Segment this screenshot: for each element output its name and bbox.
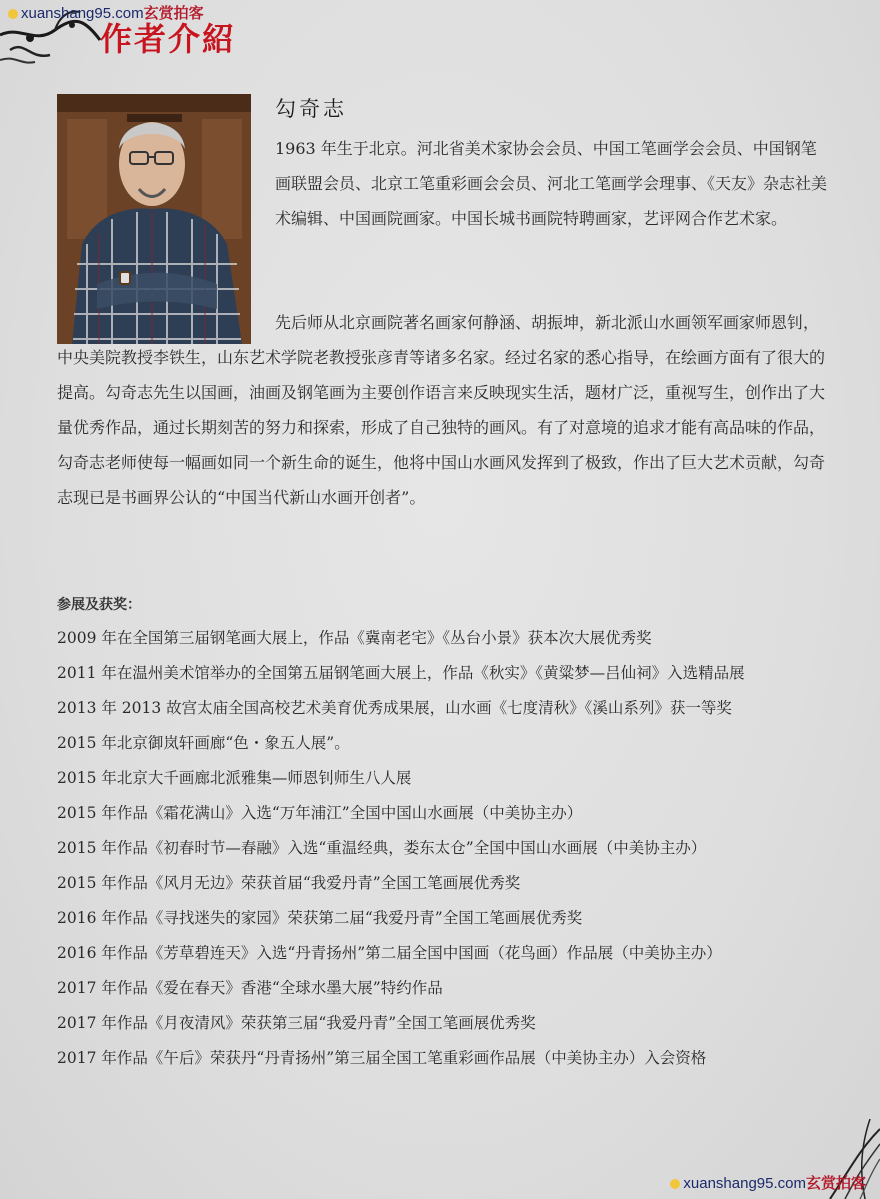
watermark-domain: xuanshang95.com bbox=[21, 5, 144, 22]
artist-bio-paragraph-1: 1963 年生于北京。河北省美术家协会会员、中国工笔画学会会员、中国钢笔画联盟会员、北京工笔重彩画会会员、河北工笔画学会理事、《天友》杂志社美术编辑、中国画院画家。中国长城书画院特聘画家，艺评网合作艺术家。 bbox=[275, 139, 828, 228]
section-title: 作者介紹 bbox=[100, 20, 237, 58]
award-item: 2016 年作品《寻找迷失的家园》荣获第二届“我爱丹青”全国工笔画展优秀奖 bbox=[57, 909, 583, 927]
watermark-bottom bbox=[670, 1172, 866, 1193]
award-item: 2013 年 2013 故宫太庙全国高校艺术美育优秀成果展，山水画《七度清秋》《溪山系列》获一等奖 bbox=[57, 699, 732, 717]
watermark-brand: 玄赏拍客 bbox=[805, 1175, 866, 1192]
award-item: 2015 年北京大千画廊北派雅集—师恩钊师生八人展 bbox=[57, 769, 412, 787]
award-item: 2015 年作品《霜花满山》入选“万年浦江”全国中国山水画展（中美协主办） bbox=[57, 804, 583, 822]
award-item: 2011 年在温州美术馆举办的全国第五届钢笔画大展上，作品《秋实》《黄粱梦—吕仙祠》入选精品展 bbox=[57, 664, 745, 682]
award-item: 2015 年作品《风月无边》荣获首届“我爱丹青”全国工笔画展优秀奖 bbox=[57, 874, 521, 892]
award-item: 2017 年作品《午后》荣获丹“丹青扬州”第三届全国工笔重彩画作品展（中美协主办）入会资格 bbox=[57, 1049, 707, 1067]
award-item: 2017 年作品《爱在春天》香港“全球水墨大展”特约作品 bbox=[57, 979, 443, 997]
award-item: 2009 年在全国第三届钢笔画大展上，作品《冀南老宅》《丛台小景》获本次大展优秀奖 bbox=[57, 629, 652, 647]
awards-list bbox=[57, 621, 745, 1076]
award-item: 2015 年北京御岚轩画廊“色・象五人展”。 bbox=[57, 734, 350, 752]
watermark-logo-icon bbox=[670, 1179, 680, 1189]
award-item: 2016 年作品《芳草碧连天》入选“丹青扬州”第二届全国中国画（花鸟画）作品展（中美协主办） bbox=[57, 944, 722, 962]
artist-name: 勾奇志 bbox=[275, 97, 347, 121]
watermark-domain: xuanshang95.com bbox=[683, 1175, 806, 1192]
awards-heading: 参展及获奖： bbox=[57, 597, 141, 613]
award-item: 2015 年作品《初春时节—春融》入选“重温经典，娄东太仓”全国中国山水画展（中美协主办） bbox=[57, 839, 707, 857]
artist-bio-paragraph-2: 先后师从北京画院著名画家何静涵、胡振坤，新北派山水画领军画家师恩钊，中央美院教授李铁生，山东艺术学院老教授张彦青等诸多名家。经过名家的悉心指导，在绘画方面有了很大的提高。勾奇志先生以国画，油画及钢笔画为主要创作语言来反映现实生活，题材广泛，重视写生，创作出了大量优秀作品，通过长期刻苦的努力和探索，形成了自己独特的画风。有了对意境的追求才能有高品味的作品，勾奇志老师使每一幅画如同一个新生命的诞生，他将中国山水画风发挥到了极致，作出了巨大艺术贡献，勾奇志现已是书画界公认的“中国当代新山水画开创者”。 bbox=[57, 313, 826, 507]
watermark-brand: 玄赏拍客 bbox=[143, 5, 204, 22]
watermark-logo-icon bbox=[8, 9, 18, 19]
award-item: 2017 年作品《月夜清风》荣获第三届“我爱丹青”全国工笔画展优秀奖 bbox=[57, 1014, 536, 1032]
